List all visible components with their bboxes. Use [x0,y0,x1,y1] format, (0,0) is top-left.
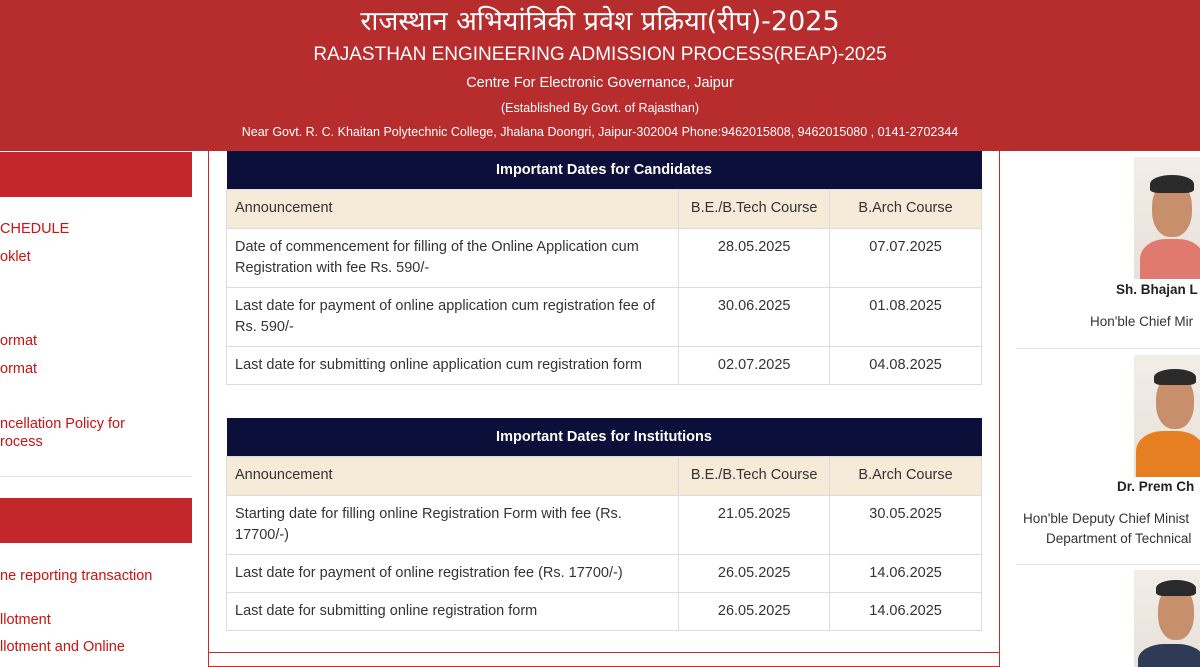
person-designation: Hon'ble Deputy Chief Minist [1023,511,1190,526]
btech-date-cell: 21.05.2025 [679,495,830,554]
sidebar-link-format-1[interactable]: ormat [0,333,38,349]
table-row [227,228,982,287]
minister-photo [1134,570,1200,667]
sidebar-divider [0,476,192,477]
person-department: Department of Technical [1046,531,1192,546]
sidebar-link-reporting-transaction[interactable]: ne reporting transaction [0,568,153,584]
sidebar-divider [1016,348,1200,349]
right-sidebar [1016,151,1200,667]
sidebar-section-header [0,152,192,197]
sidebar-link-allotment-online[interactable]: llotment and Online [0,639,125,655]
candidates-dates-table [226,151,982,385]
sidebar-link-format-2[interactable]: ormat [0,361,38,377]
barch-date-cell: 07.07.2025 [830,228,982,287]
chief-minister-photo [1134,157,1200,279]
column-header: B.E./B.Tech Course [679,189,830,228]
institutions-dates-table [226,418,982,631]
deputy-cm-photo [1134,355,1200,477]
barch-date-cell: 14.06.2025 [830,592,982,630]
sidebar-link-label: ncellation Policy for [0,416,125,432]
announcement-cell: Last date for submitting online registration form [227,592,679,630]
column-header: B.Arch Course [830,456,982,495]
announcement-cell: Date of commencement for filling of the Online Application cum Registration with fee Rs. 590/- [227,228,679,287]
sidebar-link-schedule[interactable]: CHEDULE [0,221,70,237]
english-title: RAJASTHAN ENGINEERING ADMISSION PROCESS(REAP)-2025 [313,44,887,65]
btech-date-cell: 26.05.2025 [679,554,830,592]
announcement-cell: Last date for submitting online application cum registration form [227,346,679,384]
person-designation: Hon'ble Chief Mir [1090,314,1194,329]
centre-name: Centre For Electronic Governance, Jaipur [466,75,734,91]
barch-date-cell: 04.08.2025 [830,346,982,384]
site-header [0,0,1200,151]
table-title: Important Dates for Institutions [227,418,982,456]
table-header-row [227,189,982,228]
announcement-cell: Starting date for filling online Registration Form with fee (Rs. 17700/-) [227,495,679,554]
table-row [227,346,982,384]
established-note: (Established By Govt. of Rajasthan) [500,101,699,115]
btech-date-cell: 28.05.2025 [679,228,830,287]
barch-date-cell: 14.06.2025 [830,554,982,592]
table-header-row [227,456,982,495]
sidebar-link-label: rocess [0,434,43,450]
btech-date-cell: 30.06.2025 [679,287,830,346]
column-header: Announcement [227,189,679,228]
table-row [227,287,982,346]
table-row [227,495,982,554]
btech-date-cell: 26.05.2025 [679,592,830,630]
barch-date-cell: 30.05.2025 [830,495,982,554]
person-name: Sh. Bhajan L [1116,282,1198,297]
sidebar-link-booklet[interactable]: oklet [0,249,31,265]
announcement-cell: Last date for payment of online registration fee (Rs. 17700/-) [227,554,679,592]
barch-date-cell: 01.08.2025 [830,287,982,346]
sidebar-link-allotment[interactable]: llotment [0,612,51,628]
sidebar-section-header [0,498,192,543]
table-title: Important Dates for Candidates [227,151,982,189]
announcement-cell: Last date for payment of online application cum registration fee of Rs. 590/- [227,287,679,346]
sidebar-divider [1016,564,1200,565]
sidebar-link-cancellation-policy[interactable] [0,415,125,451]
left-sidebar [0,151,200,667]
table-row [227,592,982,630]
table-row [227,554,982,592]
btech-date-cell: 02.07.2025 [679,346,830,384]
main-content-divider [208,652,1000,653]
person-name: Dr. Prem Ch [1117,479,1195,494]
column-header: B.E./B.Tech Course [679,456,830,495]
column-header: B.Arch Course [830,189,982,228]
contact-address: Near Govt. R. C. Khaitan Polytechnic College, Jhalana Doongri, Jaipur-302004 Phone:9462015808, 9462015080 , 0141-2702344 [241,125,959,139]
hindi-title: राजस्थान अभियांत्रिकी प्रवेश प्रक्रिया(रीप)-2025 [360,6,840,37]
column-header: Announcement [227,456,679,495]
